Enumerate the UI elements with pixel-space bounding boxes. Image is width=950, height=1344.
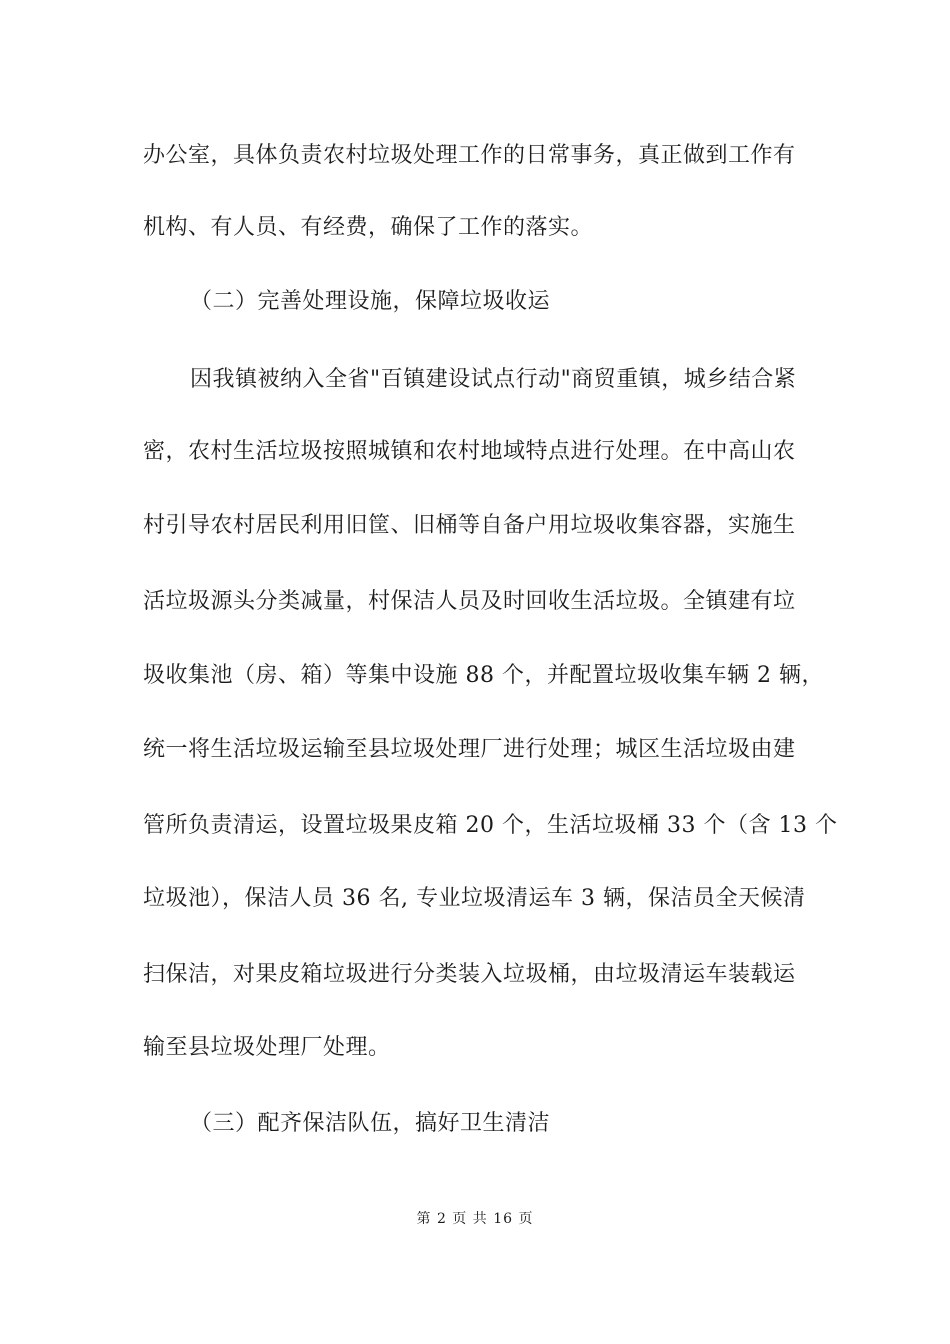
text-line: 密，农村生活垃圾按照城镇和农村地域特点进行处理。在中高山农 bbox=[143, 439, 796, 464]
text-line: 因我镇被纳入全省"百镇建设试点行动"商贸重镇，城乡结合紧 bbox=[190, 367, 797, 392]
text-line: 机构、有人员、有经费，确保了工作的落实。 bbox=[143, 215, 594, 240]
text-line: 扫保洁，对果皮箱垃圾进行分类装入垃圾桶，由垃圾清运车装载运 bbox=[143, 962, 796, 987]
page-number-footer: 第 2 页 共 16 页 bbox=[416, 1211, 534, 1227]
text-line: 管所负责清运，设置垃圾果皮箱 20 个，生活垃圾桶 33 个（含 13 个 bbox=[143, 813, 838, 838]
section-heading: （二）完善处理设施，保障垃圾收运 bbox=[190, 289, 551, 314]
text-line: 圾收集池（房、箱）等集中设施 88 个，并配置垃圾收集车辆 2 辆， bbox=[143, 663, 824, 688]
text-line: 统一将生活垃圾运输至县垃圾处理厂进行处理；城区生活垃圾由建 bbox=[143, 737, 796, 762]
text-line: 村引导农村居民利用旧筐、旧桶等自备户用垃圾收集容器，实施生 bbox=[143, 513, 796, 538]
text-line: 垃圾池），保洁人员 36 名, 专业垃圾清运车 3 辆，保洁员全天候清 bbox=[143, 886, 806, 911]
text-line: 活垃圾源头分类减量，村保洁人员及时回收生活垃圾。全镇建有垃 bbox=[143, 589, 796, 614]
text-line: 办公室，具体负责农村垃圾处理工作的日常事务，真正做到工作有 bbox=[143, 143, 796, 168]
text-line: 输至县垃圾处理厂处理。 bbox=[143, 1035, 391, 1060]
section-heading: （三）配齐保洁队伍，搞好卫生清洁 bbox=[190, 1111, 551, 1136]
